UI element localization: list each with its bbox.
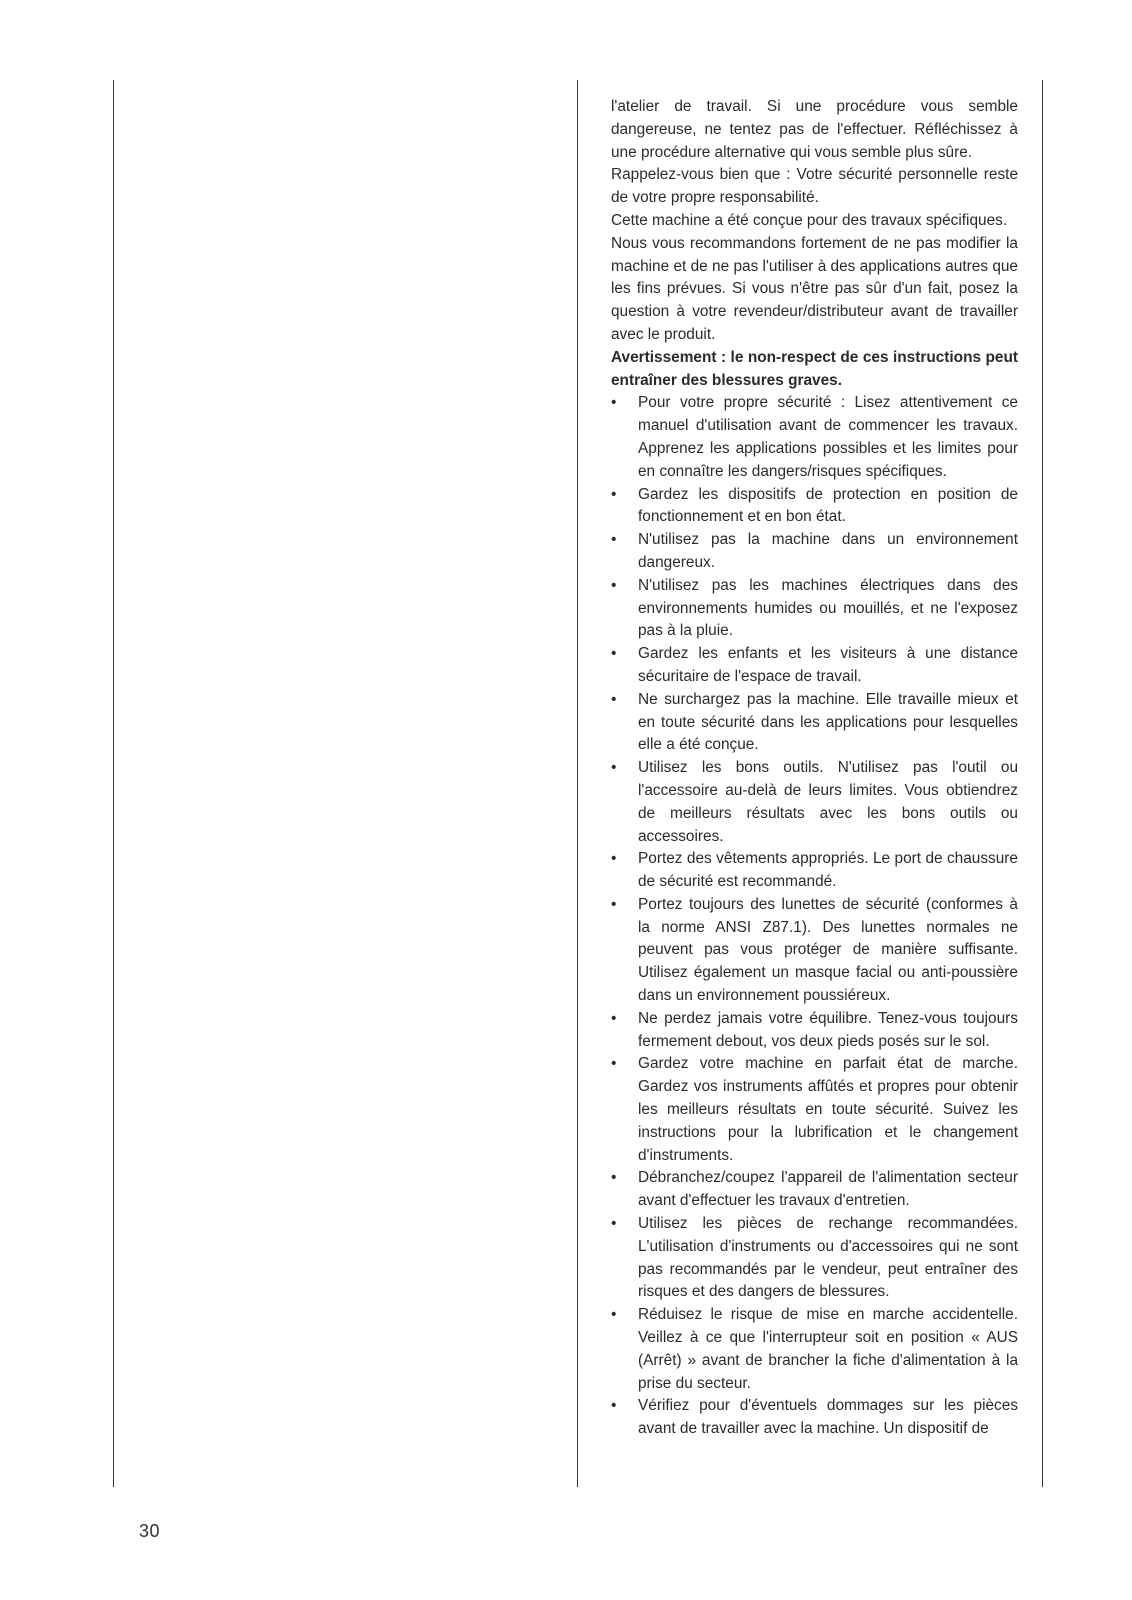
list-item-text: Débranchez/coupez l'appareil de l'alimentation secteur avant d'effectuer les travaux d'entretien. — [638, 1169, 1018, 1210]
list-item — [611, 1053, 1018, 1167]
list-item-text: Gardez votre machine en parfait état de marche. Gardez vos instruments affûtés et propres pour obtenir les meilleurs résultats en toute sécurité. Suivez les instructions pour la lubrification et le changement d'instruments. — [638, 1055, 1018, 1164]
list-item-text: Pour votre propre sécurité : Lisez attentivement ce manuel d'utilisation avant de commencer les travaux. Apprenez les applications possibles et les limites pour en connaître les dangers/risques spécifiques. — [638, 394, 1018, 480]
column-divider-right — [1042, 80, 1043, 1487]
safety-instructions-list — [611, 392, 1018, 1441]
list-item — [611, 1304, 1018, 1395]
paragraph-purpose: Cette machine a été conçue pour des travaux spécifiques. — [611, 211, 1008, 229]
list-item — [611, 575, 1018, 643]
bullet-icon: • — [611, 1169, 617, 1187]
list-item — [611, 1167, 1018, 1213]
list-item — [611, 848, 1018, 894]
list-item-text: Ne surchargez pas la machine. Elle travaille mieux et en toute sécurité dans les applications pour lesquelles elle a été conçue. — [638, 690, 1018, 754]
paragraph-recommendation: Nous vous recommandons fortement de ne pas modifier la machine et de ne pas l'utiliser à des applications autres que les fins prévues. Si vous n'être pas sûr d'un fait, posez la question à votre revendeur/distributeur avant de travailler avec le produit. — [611, 234, 1018, 343]
paragraph-workshop: l'atelier de travail. Si une procédure vous semble dangereuse, ne tentez pas de l'effectuer. Réfléchissez à une procédure alternative qui vous semble plus sûre. — [611, 98, 1018, 161]
bullet-icon: • — [611, 690, 617, 708]
list-item-text: Gardez les dispositifs de protection en position de fonctionnement et en bon état. — [638, 485, 1018, 526]
list-item — [611, 894, 1018, 1008]
list-item-text: Utilisez les pièces de rechange recommandées. L'utilisation d'instruments ou d'accessoires qui ne sont pas recommandés par le vendeur, peut entraîner des risques et des dangers de blessures. — [638, 1215, 1018, 1301]
list-item-text: Utilisez les bons outils. N'utilisez pas l'outil ou l'accessoire au-delà de leurs limites. Vous obtiendrez de meilleurs résultats avec les bons outils ou accessoires. — [638, 759, 1018, 845]
bullet-icon: • — [611, 850, 617, 868]
bullet-icon: • — [611, 1009, 617, 1027]
list-item — [611, 529, 1018, 575]
bullet-icon: • — [611, 1306, 617, 1324]
list-item-text: N'utilisez pas la machine dans un environnement dangereux. — [638, 531, 1018, 571]
list-item — [611, 757, 1018, 848]
column-divider-left — [113, 80, 114, 1487]
list-item-text: N'utilisez pas les machines électriques dans des environnements humides ou mouillés, et ne l'exposez pas à la pluie. — [638, 576, 1018, 640]
paragraph-responsibility: Rappelez-vous bien que : Votre sécurité personnelle reste de votre propre responsabilité. — [611, 166, 1018, 207]
list-item-text: Portez des vêtements appropriés. Le port de chaussure de sécurité est recommandé. — [638, 850, 1018, 891]
bullet-icon: • — [611, 1055, 617, 1073]
bullet-icon: • — [611, 1397, 617, 1415]
column-divider-middle — [577, 80, 578, 1487]
list-item — [611, 484, 1018, 530]
page-number: 30 — [139, 1521, 161, 1541]
list-item — [611, 1213, 1018, 1304]
list-item-text: Réduisez le risque de mise en marche accidentelle. Veillez à ce que l'interrupteur soit en position « AUS (Arrêt) » avant de brancher la fiche d'alimentation à la prise du secteur. — [638, 1306, 1018, 1392]
list-item-text: Ne perdez jamais votre équilibre. Tenez-vous toujours fermement debout, vos deux pieds posés sur le sol. — [638, 1009, 1018, 1050]
text-column — [611, 96, 1018, 1441]
bullet-icon: • — [611, 1215, 617, 1233]
list-item — [611, 1395, 1018, 1441]
bullet-icon: • — [611, 759, 617, 777]
bullet-icon: • — [611, 485, 617, 503]
list-item — [611, 1008, 1018, 1054]
list-item — [611, 643, 1018, 689]
bullet-icon: • — [611, 394, 617, 412]
list-item-text: Vérifiez pour d'éventuels dommages sur les pièces avant de travailler avec la machine. Un dispositif de — [638, 1397, 1018, 1438]
bullet-icon: • — [611, 895, 617, 913]
list-item — [611, 689, 1018, 757]
list-item-text: Gardez les enfants et les visiteurs à une distance sécuritaire de l'espace de travail. — [638, 645, 1018, 685]
warning-heading: Avertissement : le non-respect de ces instructions peut entraîner des blessures graves. — [611, 348, 1018, 389]
bullet-icon: • — [611, 531, 617, 549]
bullet-icon: • — [611, 645, 617, 663]
list-item-text: Portez toujours des lunettes de sécurité (conformes à la norme ANSI Z87.1). Des lunettes normales ne peuvent pas vous protéger de manière suffisante. Utilisez également un masque facial ou anti-poussière dans un environnement poussiéreux. — [638, 895, 1018, 1005]
bullet-icon: • — [611, 576, 617, 594]
list-item — [611, 392, 1018, 483]
